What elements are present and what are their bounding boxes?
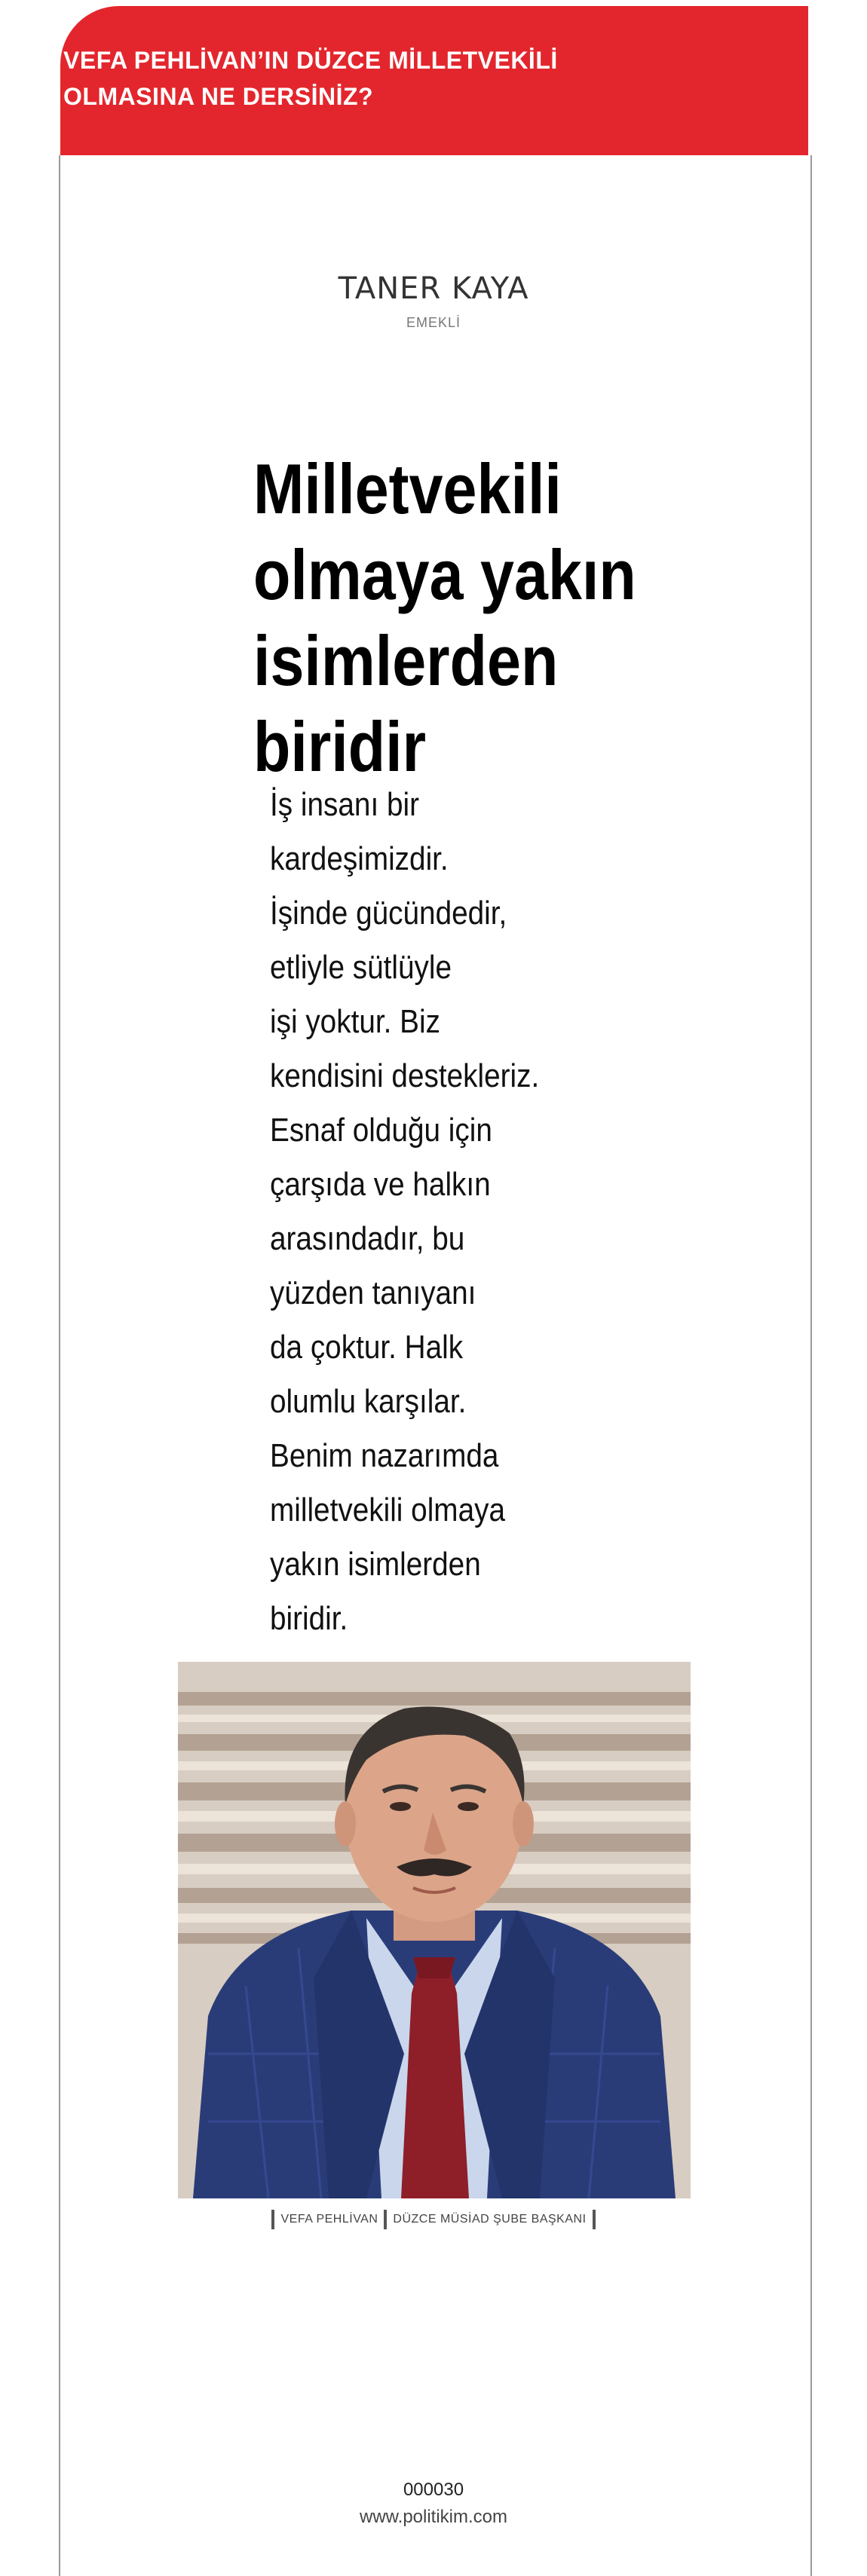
article-body: [270, 778, 575, 1646]
section-title: [63, 42, 712, 115]
photo-caption: [0, 2210, 867, 2229]
page-number: 000030: [403, 2480, 464, 2500]
portrait-illustration: [178, 1662, 691, 2198]
portrait-photo: [178, 1662, 691, 2198]
body-line: biridir.: [270, 1600, 348, 1637]
body-line: yüzden tanıyanı: [270, 1274, 476, 1311]
caption-divider: [384, 2210, 387, 2229]
body-line: Benim nazarımda: [270, 1437, 499, 1474]
body-line: çarşıda ve halkın: [270, 1166, 491, 1203]
section-title-line-2: OLMASINA NE DERSİNİZ?: [63, 83, 374, 110]
body-line: milletvekili olmaya: [270, 1491, 506, 1528]
caption-name: VEFA PEHLİVAN: [280, 2213, 378, 2226]
body-line: yakın isimlerden: [270, 1546, 481, 1583]
body-line: Esnaf olduğu için: [270, 1112, 492, 1149]
caption-divider: [271, 2210, 274, 2229]
caption-divider: [593, 2210, 596, 2229]
body-line: kardeşimizdir.: [270, 840, 449, 877]
body-line: İş insanı bir: [270, 786, 419, 823]
site-url[interactable]: www.politikim.com: [359, 2507, 508, 2527]
body-line: da çoktur. Halk: [270, 1329, 464, 1366]
body-line: kendisini destekleriz.: [270, 1057, 540, 1094]
body-line: etliyle sütlüyle: [270, 949, 452, 986]
section-title-line-1: VEFA PEHLİVAN’IN DÜZCE MİLLETVEKİLİ: [63, 47, 558, 74]
caption-title: DÜZCE MÜSİAD ŞUBE BAŞKANI: [393, 2213, 587, 2226]
body-line: İşinde gücündedir,: [270, 895, 507, 932]
body-line: işi yoktur. Biz: [270, 1003, 440, 1040]
author-role: EMEKLİ: [406, 315, 461, 330]
article-headline: Milletvekili olmaya yakın isimlerden biridir: [253, 449, 636, 786]
body-line: olumlu karşılar.: [270, 1383, 467, 1420]
author-name: TANER KAYA: [338, 271, 529, 306]
body-line: arasındadır, bu: [270, 1220, 465, 1257]
